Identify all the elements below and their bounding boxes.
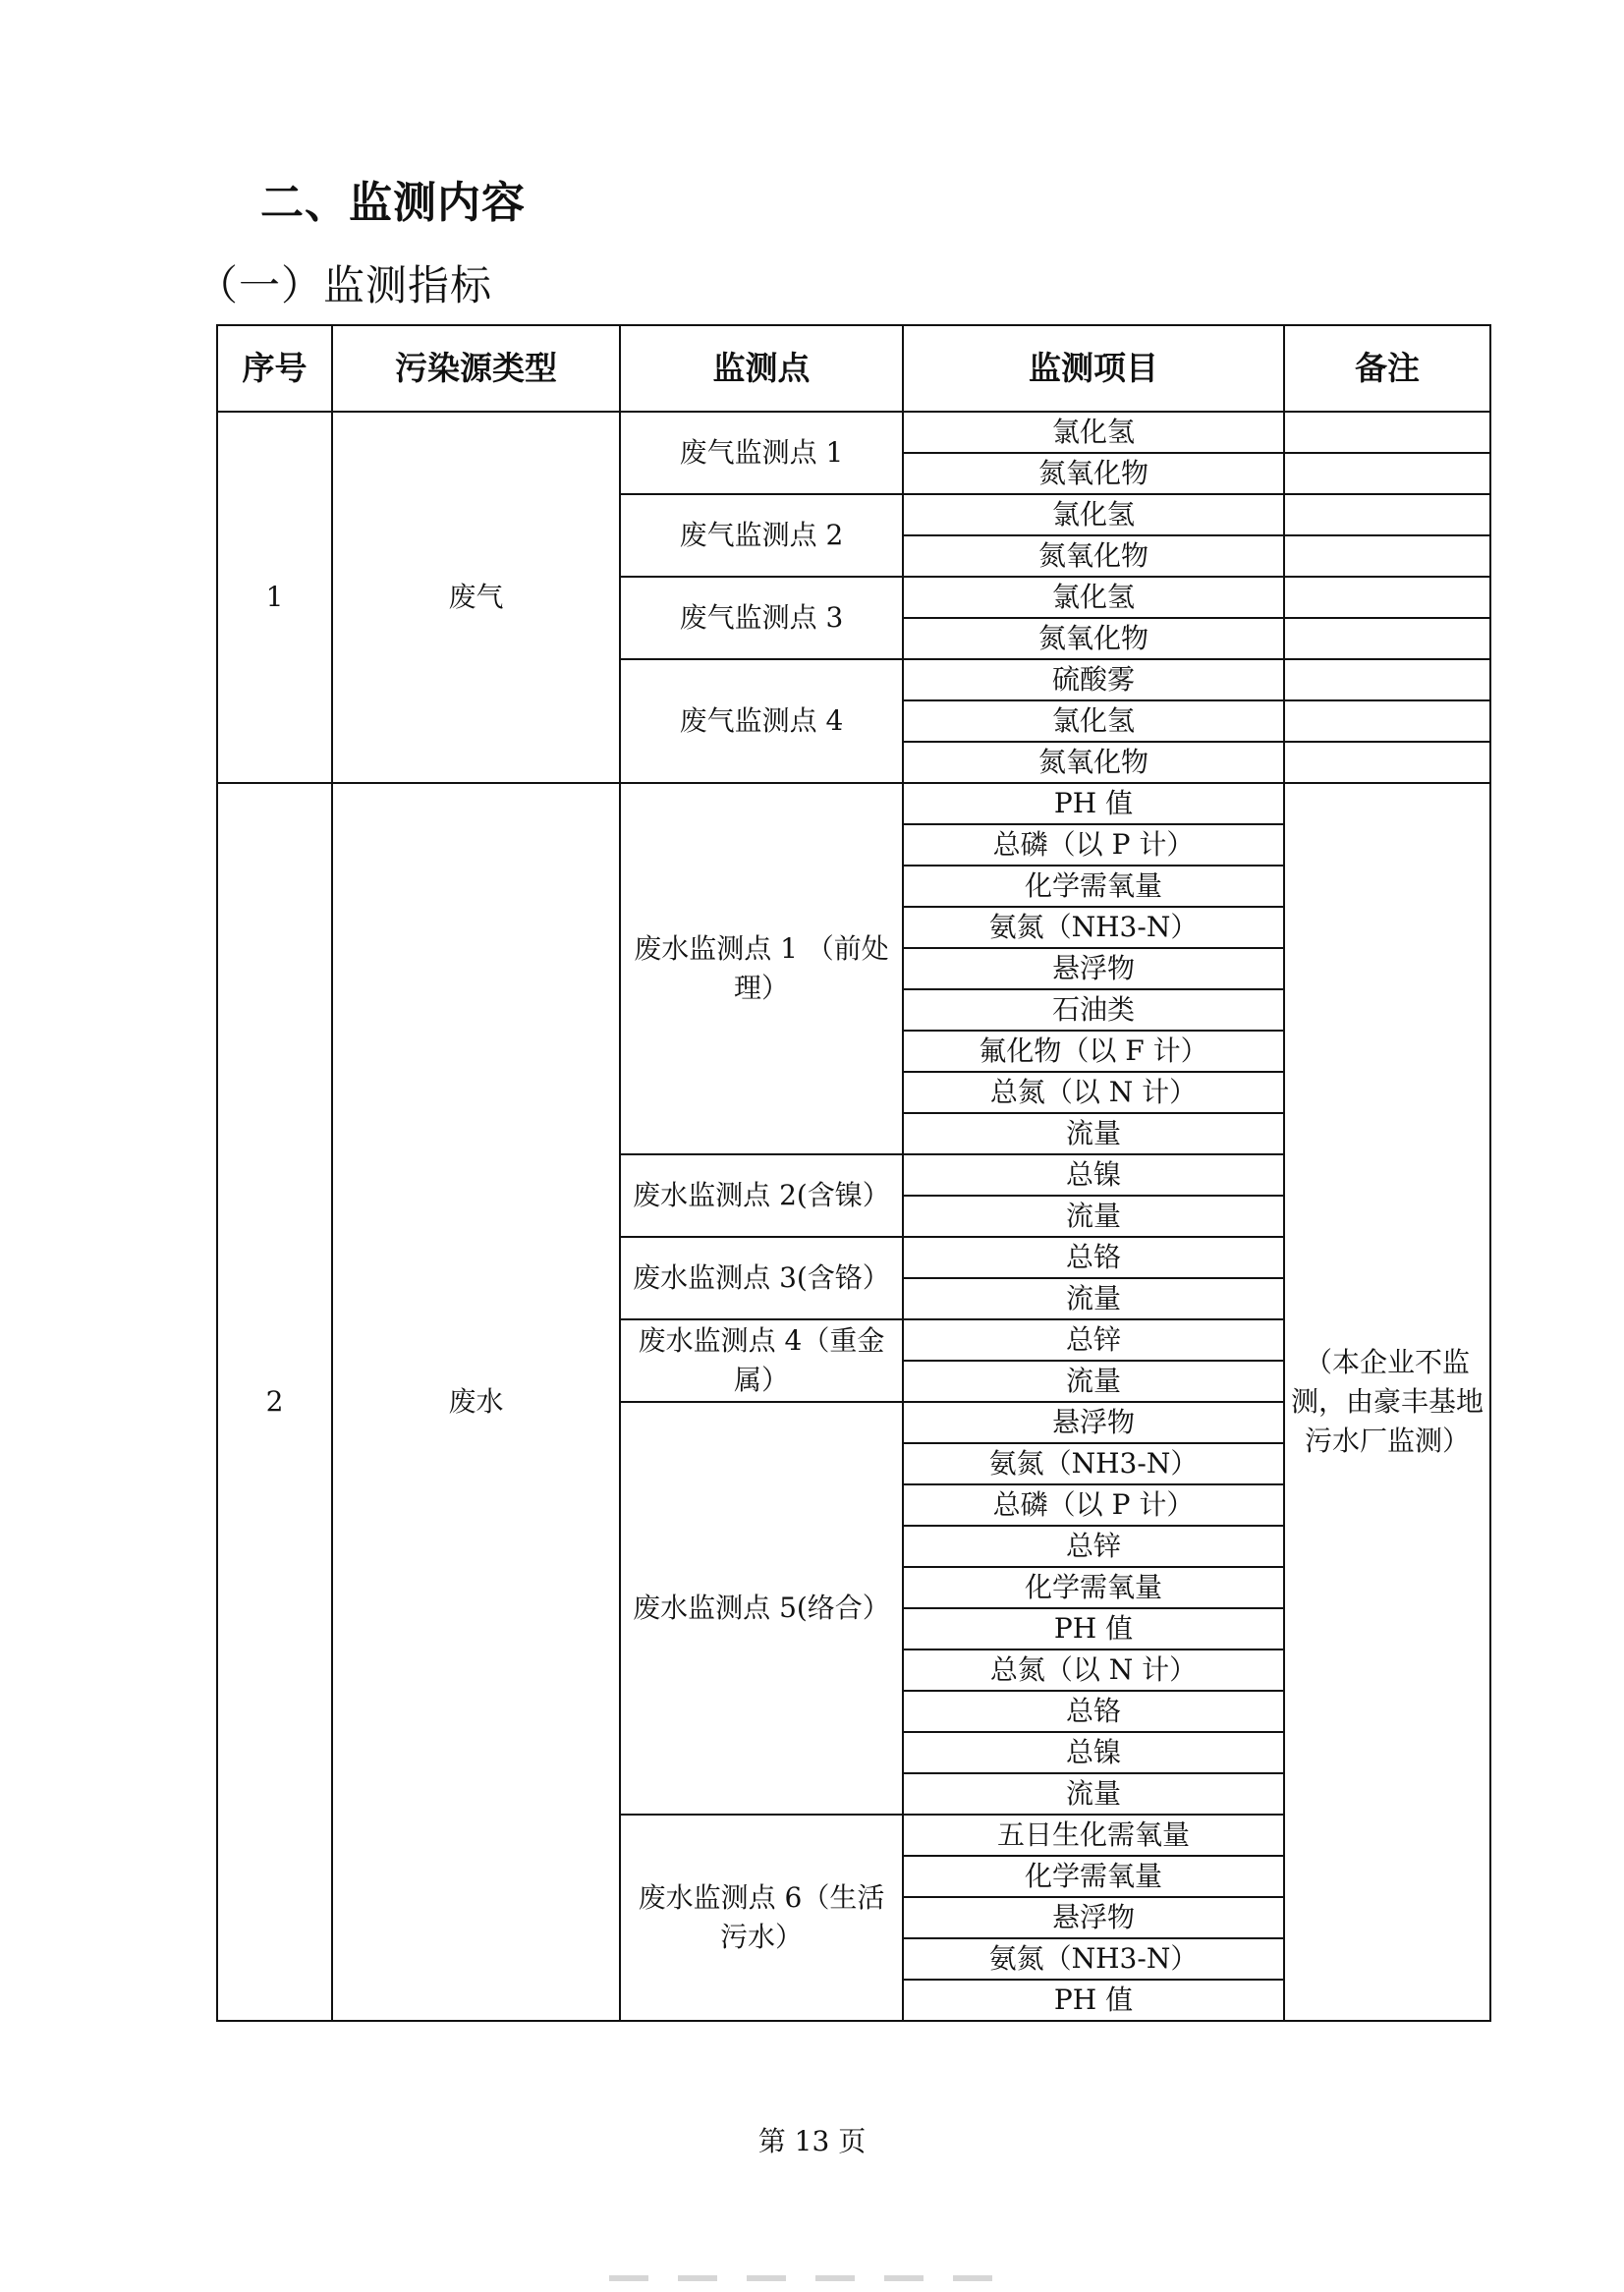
monitoring-item: 总锌 <box>903 1526 1284 1567</box>
source-type: 废水 <box>332 783 620 2021</box>
monitoring-item: 流量 <box>903 1278 1284 1319</box>
monitoring-item: 化学需氧量 <box>903 1856 1284 1897</box>
monitoring-item: 总锌 <box>903 1319 1284 1361</box>
remark-cell: （本企业不监测，由豪丰基地污水厂监测） <box>1284 783 1490 2021</box>
remark-cell <box>1284 535 1490 577</box>
remark-cell <box>1284 742 1490 783</box>
monitoring-item: 流量 <box>903 1113 1284 1154</box>
monitoring-item: 流量 <box>903 1196 1284 1237</box>
scan-artifact <box>609 2275 1022 2281</box>
remark-cell <box>1284 494 1490 535</box>
monitoring-point: 废水监测点 1 （前处理） <box>620 783 903 1154</box>
monitoring-item: 氯化氢 <box>903 494 1284 535</box>
monitoring-item: 总铬 <box>903 1237 1284 1278</box>
monitoring-point: 废水监测点 2(含镍） <box>620 1154 903 1237</box>
monitoring-item: 悬浮物 <box>903 1402 1284 1443</box>
remark-cell <box>1284 577 1490 618</box>
section-title: 二、监测内容 <box>260 178 526 228</box>
monitoring-item: 氮氧化物 <box>903 618 1284 659</box>
monitoring-item: PH 值 <box>903 783 1284 824</box>
monitoring-item: PH 值 <box>903 1980 1284 2021</box>
monitoring-point: 废气监测点 1 <box>620 412 903 494</box>
monitoring-table <box>216 324 1491 2022</box>
monitoring-point: 废水监测点 3(含铬） <box>620 1237 903 1319</box>
monitoring-item: 石油类 <box>903 989 1284 1031</box>
monitoring-item: 氯化氢 <box>903 412 1284 453</box>
monitoring-item: 氟化物（以 F 计） <box>903 1031 1284 1072</box>
monitoring-item: 氨氮（NH3-N） <box>903 907 1284 948</box>
monitoring-item: 总铬 <box>903 1691 1284 1732</box>
monitoring-item: 氨氮（NH3-N） <box>903 1938 1284 1980</box>
monitoring-item: 五日生化需氧量 <box>903 1815 1284 1856</box>
remark-cell <box>1284 412 1490 453</box>
table-row <box>217 783 1490 824</box>
monitoring-item: 流量 <box>903 1361 1284 1402</box>
subsection-title: （一）监测指标 <box>196 261 493 309</box>
table-header-row <box>217 325 1490 412</box>
monitoring-point: 废水监测点 4（重金属） <box>620 1319 903 1402</box>
header-source-type: 污染源类型 <box>332 325 620 412</box>
monitoring-item: 化学需氧量 <box>903 866 1284 907</box>
header-remark: 备注 <box>1284 325 1490 412</box>
monitoring-point: 废水监测点 6（生活污水） <box>620 1815 903 2021</box>
monitoring-item: 氮氧化物 <box>903 535 1284 577</box>
monitoring-item: PH 值 <box>903 1608 1284 1649</box>
monitoring-item: 悬浮物 <box>903 1897 1284 1938</box>
monitoring-point: 废气监测点 3 <box>620 577 903 659</box>
monitoring-point: 废水监测点 5(络合） <box>620 1402 903 1815</box>
remark-cell <box>1284 453 1490 494</box>
monitoring-item: 总磷（以 P 计） <box>903 824 1284 866</box>
monitoring-item: 流量 <box>903 1773 1284 1815</box>
remark-cell <box>1284 659 1490 700</box>
monitoring-point: 废气监测点 2 <box>620 494 903 577</box>
header-monitoring-item: 监测项目 <box>903 325 1284 412</box>
monitoring-item: 氯化氢 <box>903 700 1284 742</box>
row-number: 2 <box>217 783 332 2021</box>
monitoring-item: 化学需氧量 <box>903 1567 1284 1608</box>
remark-cell <box>1284 700 1490 742</box>
monitoring-item: 总氮（以 N 计） <box>903 1072 1284 1113</box>
remark-cell <box>1284 618 1490 659</box>
header-no: 序号 <box>217 325 332 412</box>
monitoring-item: 氨氮（NH3-N） <box>903 1443 1284 1484</box>
table-row <box>217 412 1490 453</box>
page-number: 第 13 页 <box>757 2125 867 2157</box>
monitoring-item: 氮氧化物 <box>903 453 1284 494</box>
row-number: 1 <box>217 412 332 783</box>
monitoring-item: 总氮（以 N 计） <box>903 1649 1284 1691</box>
monitoring-point: 废气监测点 4 <box>620 659 903 783</box>
header-monitoring-point: 监测点 <box>620 325 903 412</box>
monitoring-item: 悬浮物 <box>903 948 1284 989</box>
monitoring-item: 氯化氢 <box>903 577 1284 618</box>
monitoring-item: 硫酸雾 <box>903 659 1284 700</box>
monitoring-item: 总镍 <box>903 1154 1284 1196</box>
monitoring-item: 总镍 <box>903 1732 1284 1773</box>
monitoring-item: 氮氧化物 <box>903 742 1284 783</box>
monitoring-item: 总磷（以 P 计） <box>903 1484 1284 1526</box>
source-type: 废气 <box>332 412 620 783</box>
